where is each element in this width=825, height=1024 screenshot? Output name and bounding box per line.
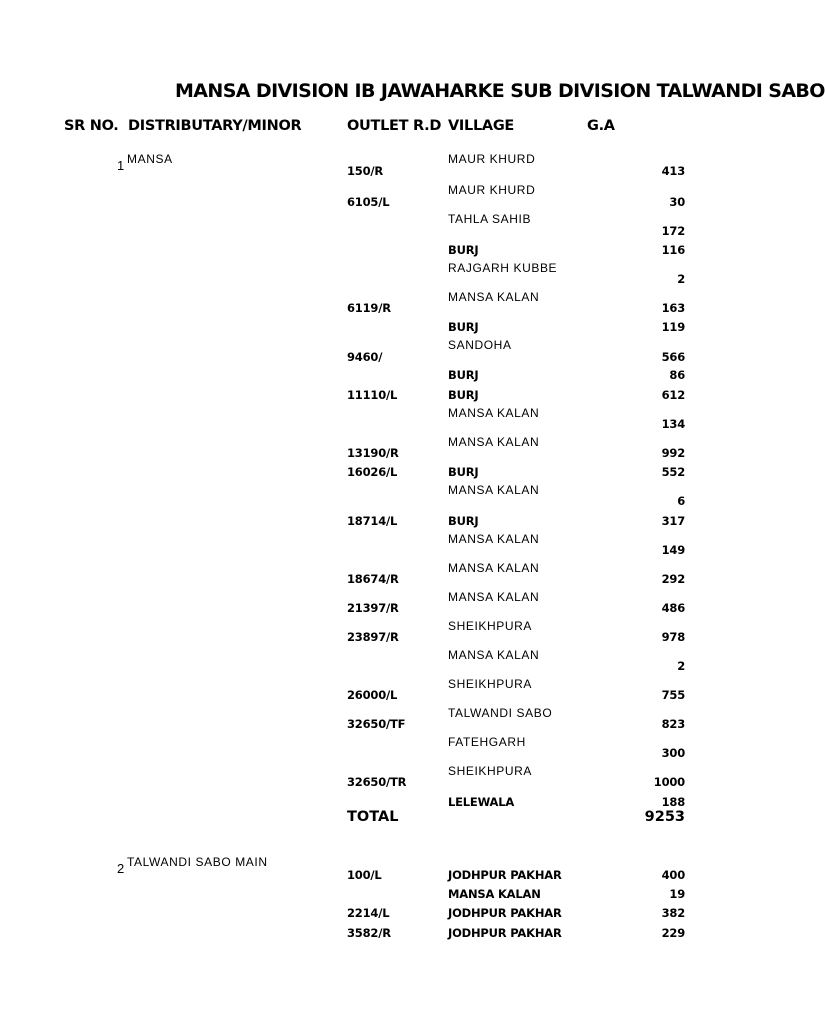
header-distributary: DISTRIBUTARY/MINOR	[128, 118, 302, 134]
ga-cell: 86	[669, 368, 685, 382]
ga-cell: 823	[661, 717, 685, 731]
ga-cell: 119	[661, 320, 685, 334]
village-cell: BURJ	[448, 243, 479, 257]
ga-cell: 413	[661, 164, 685, 178]
outlet-rd-cell: 2214/L	[347, 906, 390, 920]
outlet-rd-cell: 11110/L	[347, 388, 398, 402]
outlet-rd-cell: 3582/R	[347, 926, 391, 940]
ga-cell: 172	[661, 224, 685, 238]
ga-cell: 2	[677, 272, 685, 286]
ga-cell: 116	[661, 243, 685, 257]
village-cell: BURJ	[448, 465, 479, 479]
distributary-name: MANSA	[127, 152, 173, 166]
outlet-rd-cell: 23897/R	[347, 630, 399, 644]
outlet-rd-cell: 150/R	[347, 164, 384, 178]
village-cell: MANSA KALAN	[448, 290, 540, 304]
ga-cell: 382	[661, 906, 685, 920]
village-cell: BURJ	[448, 368, 479, 382]
ga-cell: 149	[661, 543, 685, 557]
village-cell: JODHPUR PAKHAR	[448, 926, 562, 940]
outlet-rd-cell: 32650/TF	[347, 717, 406, 731]
outlet-rd-cell: 9460/	[347, 350, 383, 364]
outlet-rd-cell: 100/L	[347, 868, 382, 882]
outlet-rd-cell: 21397/R	[347, 601, 399, 615]
village-cell: MANSA KALAN	[448, 561, 540, 575]
village-cell: MAUR KHURD	[448, 183, 536, 197]
village-cell: MAUR KHURD	[448, 152, 536, 166]
outlet-rd-cell: 6105/L	[347, 195, 390, 209]
header-village: VILLAGE	[448, 118, 515, 134]
ga-cell: 486	[661, 601, 685, 615]
village-cell: LELEWALA	[448, 795, 515, 809]
village-cell: SHEIKHPURA	[448, 764, 533, 778]
ga-cell: 400	[661, 868, 685, 882]
outlet-rd-cell: 6119/R	[347, 301, 391, 315]
ga-cell: 30	[669, 195, 685, 209]
ga-cell: 755	[661, 688, 685, 702]
village-cell: TAHLA SAHIB	[448, 212, 532, 226]
page-title: MANSA DIVISION IB JAWAHARKE SUB DIVISION TALWANDI SABO	[175, 80, 825, 102]
ga-cell: 566	[661, 350, 685, 364]
outlet-rd-cell: 26000/L	[347, 688, 398, 702]
ga-cell: 292	[661, 572, 685, 586]
village-cell: TALWANDI SABO	[448, 706, 553, 720]
village-cell: SHEIKHPURA	[448, 619, 533, 633]
village-cell: MANSA KALAN	[448, 590, 540, 604]
header-outlet: OUTLET R.D	[347, 118, 442, 134]
village-cell: JODHPUR PAKHAR	[448, 906, 562, 920]
ga-cell: 992	[661, 446, 685, 460]
village-cell: SHEIKHPURA	[448, 677, 533, 691]
village-cell: MANSA KALAN	[448, 532, 540, 546]
ga-cell: 317	[661, 514, 685, 528]
outlet-rd-cell: 32650/TR	[347, 775, 407, 789]
village-cell: BURJ	[448, 320, 479, 334]
outlet-rd-cell: 18714/L	[347, 514, 398, 528]
ga-cell: 978	[661, 630, 685, 644]
outlet-rd-cell: 18674/R	[347, 572, 399, 586]
header-ga: G.A	[587, 118, 615, 134]
ga-cell: 188	[661, 795, 685, 809]
ga-cell: 300	[661, 746, 685, 760]
ga-cell: 1000	[653, 775, 685, 789]
ga-cell: 6	[677, 494, 685, 508]
ga-cell: 229	[661, 926, 685, 940]
header-sr-no: SR NO.	[64, 118, 119, 134]
village-cell: MANSA KALAN	[448, 648, 540, 662]
ga-cell: 2	[677, 659, 685, 673]
outlet-rd-cell: 13190/R	[347, 446, 399, 460]
total-value: 9253	[644, 809, 685, 825]
ga-cell: 612	[661, 388, 685, 402]
village-cell: FATEHGARH	[448, 735, 526, 749]
village-cell: RAJGARH KUBBE	[448, 261, 558, 275]
sr-number: 2	[117, 861, 125, 876]
distributary-name: TALWANDI SABO MAIN	[127, 855, 268, 869]
ga-cell: 19	[669, 887, 685, 901]
village-cell: BURJ	[448, 388, 479, 402]
village-cell: MANSA KALAN	[448, 435, 540, 449]
ga-cell: 552	[661, 465, 685, 479]
village-cell: MANSA KALAN	[448, 887, 541, 901]
outlet-rd-cell: 16026/L	[347, 465, 398, 479]
sr-number: 1	[117, 158, 125, 173]
village-cell: SANDOHA	[448, 338, 512, 352]
village-cell: MANSA KALAN	[448, 406, 540, 420]
village-cell: BURJ	[448, 514, 479, 528]
ga-cell: 134	[661, 417, 685, 431]
total-label: TOTAL	[347, 809, 399, 825]
ga-cell: 163	[661, 301, 685, 315]
village-cell: JODHPUR PAKHAR	[448, 868, 562, 882]
village-cell: MANSA KALAN	[448, 483, 540, 497]
